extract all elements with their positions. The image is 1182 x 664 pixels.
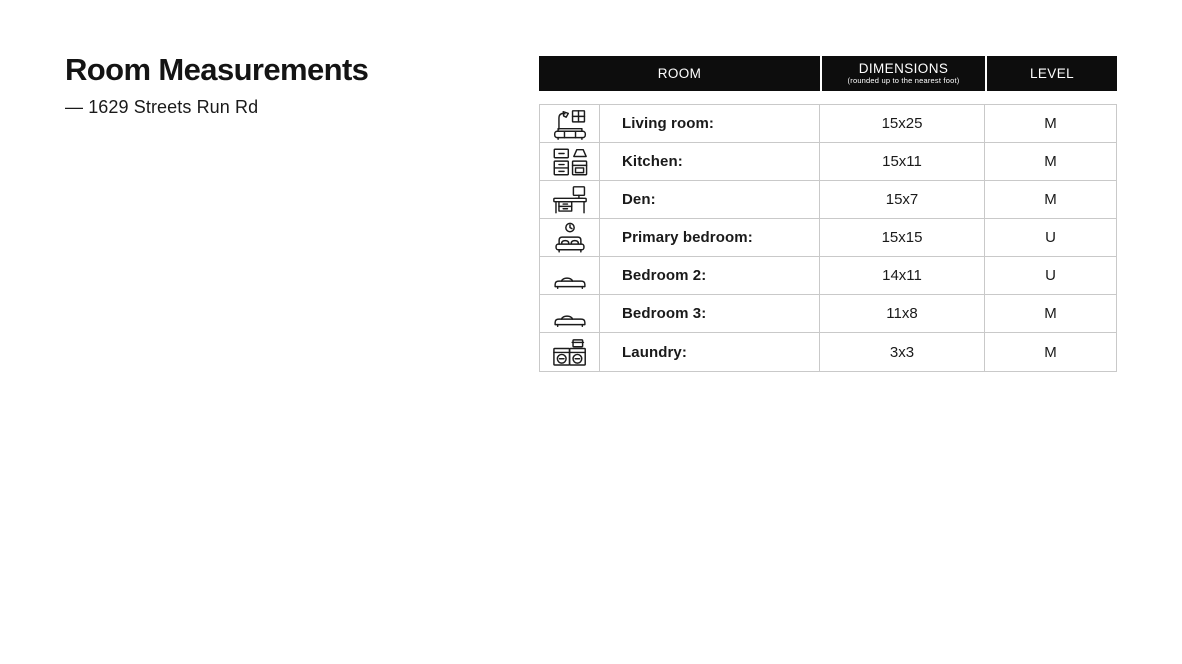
- icon-cell: [540, 105, 600, 142]
- title-block: [65, 53, 368, 118]
- icon-cell: [540, 219, 600, 256]
- icon-cell: [540, 143, 600, 180]
- header-level-label: LEVEL: [1029, 65, 1075, 81]
- desk-icon: [550, 183, 590, 217]
- room-name: Den:: [600, 181, 820, 218]
- room-name: Living room:: [600, 105, 820, 142]
- room-dimensions: 14x11: [820, 257, 985, 294]
- room-dimensions: 15x25: [820, 105, 985, 142]
- room-dimensions: 11x8: [820, 295, 985, 332]
- washer-dryer-icon: [550, 334, 590, 370]
- table-body: [539, 104, 1117, 372]
- room-level: M: [1044, 343, 1057, 361]
- icon-cell: [540, 295, 600, 332]
- table-row-kitchen: [540, 143, 1116, 181]
- room-level: M: [1044, 115, 1057, 132]
- room-level: M: [1044, 191, 1057, 208]
- icon-cell: [540, 181, 600, 218]
- header-room-label: ROOM: [657, 65, 702, 81]
- header-dimensions: [822, 56, 985, 91]
- room-name: Bedroom 2:: [600, 257, 820, 294]
- table-row-bedroom-3: [540, 295, 1116, 333]
- sofa-icon: [550, 107, 590, 141]
- room-name: Laundry:: [600, 333, 820, 371]
- room-dimensions: 15x7: [820, 181, 985, 218]
- page-title: Room Measurements: [65, 52, 369, 87]
- header-dimensions-note: (rounded up to the nearest foot): [847, 76, 960, 86]
- table-row-living-room: [540, 105, 1116, 143]
- room-measurements-table: [539, 56, 1117, 372]
- room-name: Primary bedroom:: [600, 219, 820, 256]
- room-level: U: [1045, 267, 1056, 284]
- table-row-bedroom-2: [540, 257, 1116, 295]
- icon-cell: [540, 257, 600, 294]
- room-name: Kitchen:: [600, 143, 820, 180]
- header-level: [987, 56, 1117, 91]
- table-row-laundry: [540, 333, 1116, 371]
- table-header: [539, 56, 1117, 91]
- room-level: U: [1045, 229, 1056, 246]
- bed-icon: [550, 297, 590, 331]
- room-dimensions: 3x3: [820, 333, 985, 371]
- room-level: M: [1044, 153, 1057, 170]
- table-row-den: [540, 181, 1116, 219]
- icon-cell: [540, 333, 600, 371]
- table-row-primary-bedroom: [540, 219, 1116, 257]
- page-subtitle: — 1629 Streets Run Rd: [65, 97, 259, 118]
- header-dimensions-label: DIMENSIONS: [858, 60, 949, 76]
- room-name: Bedroom 3:: [600, 295, 820, 332]
- room-dimensions: 15x11: [820, 143, 985, 180]
- header-room: [539, 56, 820, 91]
- room-level: M: [1044, 305, 1057, 322]
- kitchen-icon: [550, 145, 590, 179]
- bed-clock-icon: [550, 220, 590, 256]
- room-dimensions: 15x15: [820, 219, 985, 256]
- bed-icon: [550, 259, 590, 293]
